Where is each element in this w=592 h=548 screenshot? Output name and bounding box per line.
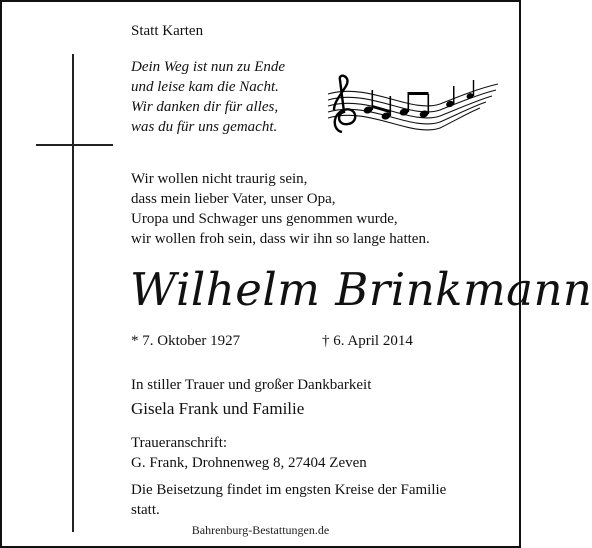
closing-line: Die Beisetzung findet im engsten Kreise der Familie <box>131 482 447 498</box>
website-link[interactable]: Bahrenburg-Bestattungen.de <box>186 523 335 537</box>
deceased-name: Wilhelm Brinkmann <box>130 263 592 316</box>
birth-date: * 7. Oktober 1927 <box>131 333 241 349</box>
poem-line: was du für uns gemacht. <box>131 119 278 135</box>
funeral-notice <box>131 480 446 520</box>
tribute-paragraph <box>131 169 430 249</box>
music-notes-icon <box>320 74 500 142</box>
death-date: † 6. April 2014 <box>322 333 413 349</box>
header-text: Statt Karten <box>131 23 204 39</box>
poem <box>131 57 285 137</box>
closing-line: statt. <box>131 502 160 518</box>
paragraph-line: Uropa und Schwager uns genommen wurde, <box>131 211 398 227</box>
paragraph-line: dass mein lieber Vater, unser Opa, <box>131 191 336 207</box>
address-label: Traueranschrift: <box>131 435 228 451</box>
poem-line: Dein Weg ist nun zu Ende <box>131 59 286 75</box>
poem-line: und leise kam die Nacht. <box>131 79 279 95</box>
paragraph-line: wir wollen froh sein, dass wir ihn so lange hatten. <box>131 231 430 247</box>
website-footer <box>2 522 519 538</box>
cross-icon-bar <box>36 144 113 146</box>
mourning-line: In stiller Trauer und großer Dankbarkeit <box>131 377 372 393</box>
cross-icon <box>72 54 74 532</box>
poem-line: Wir danken dir für alles, <box>131 99 279 115</box>
family-name: Gisela Frank und Familie <box>131 399 305 418</box>
address-value: G. Frank, Drohnenweg 8, 27404 Zeven <box>131 455 367 471</box>
paragraph-line: Wir wollen nicht traurig sein, <box>131 171 308 187</box>
